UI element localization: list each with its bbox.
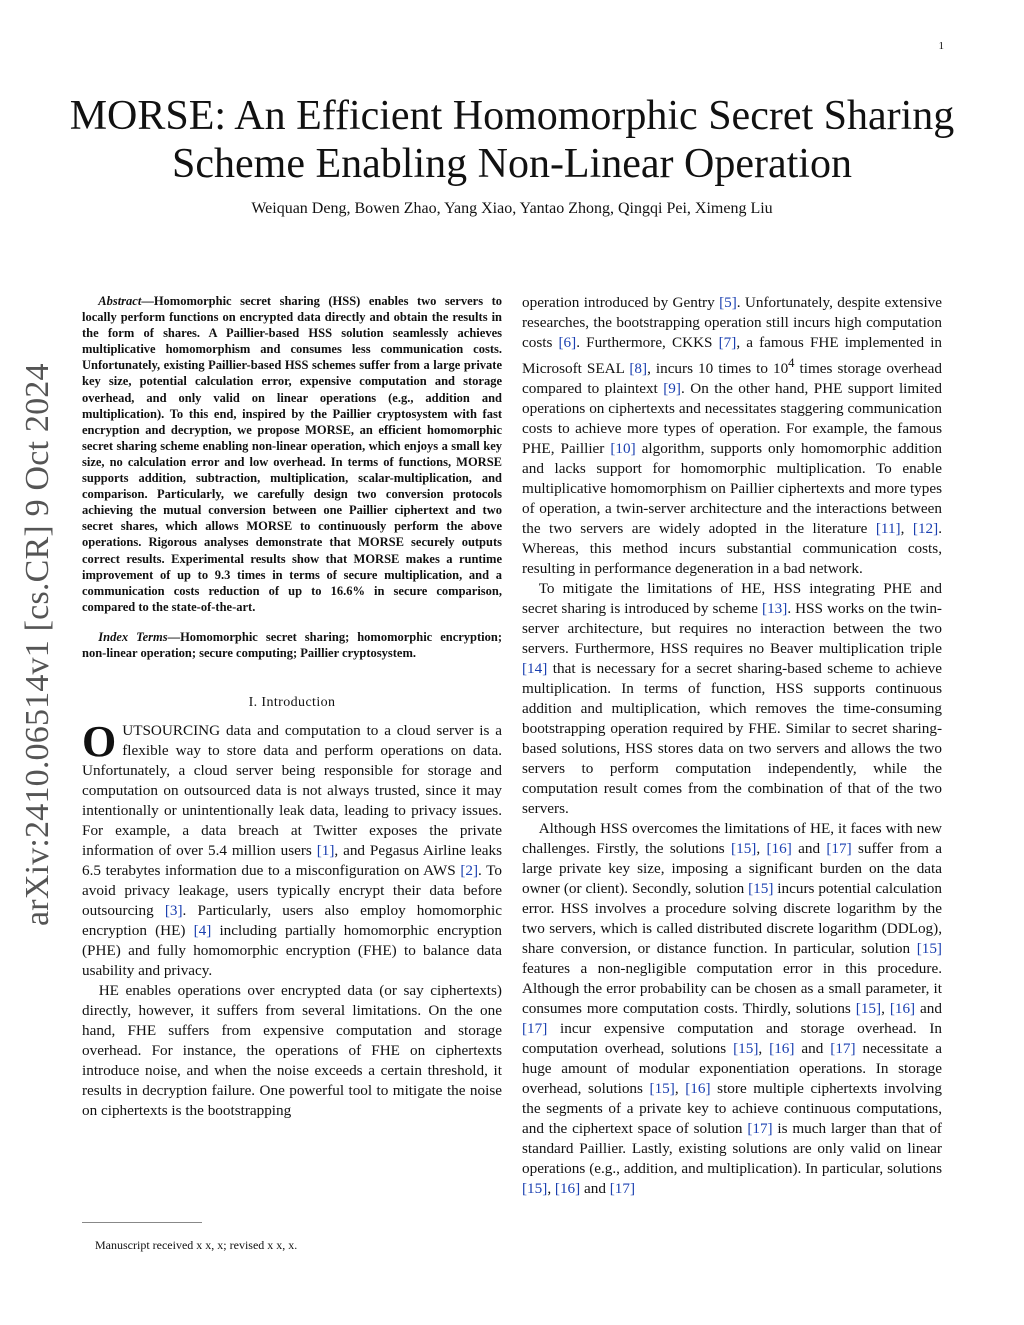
intro-paragraph-1 xyxy=(82,717,502,981)
text-run: Although HSS overcomes the limitations of HE, it faces with new challenges. Firstly, the solutions xyxy=(522,820,942,858)
citation-link[interactable]: [10] xyxy=(610,440,636,458)
citation-link[interactable]: [12] xyxy=(912,520,939,538)
text-run: algorithm, supports only homomorphic addition and lacks support for homomorphic multiplication. To enable multiplicative homomorphism on Paillier ciphertexts and more types of operation, a twin-server architecture and the interactions between the two servers are widely adopted in the literature xyxy=(522,440,942,538)
citation-link[interactable]: [16] xyxy=(554,1180,581,1198)
citation-link[interactable]: [13] xyxy=(762,600,788,618)
text-run: . HSS works on the twin-server architecture, but requires no interaction between the two servers. Furthermore, HSS requires no Beaver multiplication triple xyxy=(522,600,942,658)
abstract xyxy=(82,293,502,615)
abstract-body: —Homomorphic secret sharing (HSS) enables two servers to locally perform functions on encrypted data directly and obtain the results in the form of shares. A Paillier-based HSS solution seamlessly achieves multiplicative homomorphism and consumes less communication costs. Unfortunately, existing Paillier-based HSS schemes suffer from a large private key size, potential calculation error, expensive computation and storage overhead, and only valid on linear operations (e.g., addition and multiplication). To this end, inspired by the Paillier cryptosystem with fast encryption and decryption, we propose MORSE, an efficient homomorphic secret sharing scheme enabling non-linear operation, which enjoys a small key size, no calculation error and low overhead. In terms of functions, MORSE supports addition, subtraction, multiplication, scalar-multiplication, and comparison. Particularly, we carefully design two conversion protocols achieving the mutual conversion between one Paillier ciphertext and two secret shares, which allows MORSE to continuously perform the above operations. Rigorous analyses demonstrate that MORSE securely outputs correct results. Experimental results show that MORSE makes a runtime improvement of up to 9.3 times in terms of secure multiplication, and a communication costs reduction of up to 16.6% in secure comparison, compared to the state-of-the-art. xyxy=(82,294,502,614)
text-run: is much larger than that of standard Paillier. Lastly, existing solutions are only valid on linear operations (e.g., addition, and multiplication). In particular, solutions xyxy=(522,1120,942,1178)
citation-link[interactable]: [15] xyxy=(733,1040,759,1058)
text-run: and xyxy=(794,1040,831,1058)
citation-link[interactable]: [15] xyxy=(855,1000,882,1018)
citation-link[interactable]: [7] xyxy=(718,334,737,351)
citation-link[interactable]: [4] xyxy=(193,922,212,940)
text-run: including partially homomorphic encryption (PHE) and fully homomorphic encryption (FHE) to balance data usability and privacy. xyxy=(82,922,502,980)
text-run: . Unfortunately, despite extensive researches, the bootstrapping operation still incurs high computation costs xyxy=(522,294,942,351)
citation-link[interactable]: [16] xyxy=(769,1040,795,1058)
text-run: UTSOURCING data and computation to a cloud server is a flexible way to store data and perform operations on data. Unfortunately, a cloud server being responsible for storage and computation on outsourced data is not always trusted, since it may intentionally or unintentionally leak data, leading to privacy issues. For example, a data breach at Twitter exposes the private information of over 5.4 million users xyxy=(82,722,502,860)
text-run: incur expensive computation and storage overhead. In computation overhead, solutions xyxy=(522,1020,942,1058)
text-run: and xyxy=(915,1000,942,1018)
citation-link[interactable]: [16] xyxy=(685,1080,711,1098)
citation-link[interactable]: [15] xyxy=(748,880,774,898)
text-run: features a non-negligible computation error in this procedure. Although the error probability can be chosen as a small parameter, it consumes more computation costs. Thirdly, solutions xyxy=(522,960,942,1018)
page-number: 1 xyxy=(938,40,944,52)
citation-link[interactable]: [3] xyxy=(164,902,183,920)
citation-link[interactable]: [5] xyxy=(719,294,737,311)
citation-link[interactable]: [11] xyxy=(875,520,901,538)
text-run: and xyxy=(580,1180,610,1198)
abstract-label: Abstract xyxy=(98,294,142,308)
citation-link[interactable]: [17] xyxy=(747,1120,773,1138)
index-terms-label: Index Terms xyxy=(98,629,168,644)
citation-link[interactable]: [15] xyxy=(522,1180,548,1198)
citation-link[interactable]: [1] xyxy=(316,842,335,860)
footnote: Manuscript received x x, x; revised x x, x. xyxy=(95,1238,298,1252)
superscript: 4 xyxy=(788,356,795,370)
text-run: , xyxy=(758,1040,770,1058)
text-run: necessitate a huge amount of modular exponentiation operations. In storage overhead, solutions xyxy=(522,1040,943,1098)
text-run: times storage overhead compared to plaintext xyxy=(522,360,942,398)
citation-link[interactable]: [17] xyxy=(830,1040,856,1058)
left-column xyxy=(82,293,502,1121)
right-column xyxy=(522,293,942,1199)
text-run: operation introduced by Gentry xyxy=(522,294,720,311)
section-heading-introduction: I. Introduction xyxy=(248,695,336,711)
footnote-divider xyxy=(82,1222,202,1223)
drop-cap: O xyxy=(82,717,117,767)
text-run: . On the other hand, PHE support limited operations on ciphertexts and necessitates staggering communication costs to achieve more types of operation. For example, the famous PHE, Paillier xyxy=(522,380,942,458)
right-paragraph-2 xyxy=(522,579,942,819)
citation-link[interactable]: [8] xyxy=(629,360,648,378)
text-run: To mitigate the limitations of HE, HSS integrating PHE and secret sharing is introduced by scheme xyxy=(522,580,942,618)
citation-link[interactable]: [6] xyxy=(558,334,577,351)
citation-link[interactable]: [17] xyxy=(826,840,852,858)
citation-link[interactable]: [14] xyxy=(522,660,548,678)
paper-title xyxy=(60,92,964,188)
text-run: , and Pegasus Airline leaks 6.5 terabytes information due to a misconfiguration on AWS xyxy=(82,842,502,880)
text-run: . Whereas, this method incurs substantial communication costs, resulting in performance degeneration in a bad network. xyxy=(522,520,943,578)
text-run: , xyxy=(547,1180,555,1198)
index-terms xyxy=(82,629,502,661)
text-run: , xyxy=(674,1080,686,1098)
text-run: , xyxy=(881,1000,890,1018)
citation-link[interactable]: [15] xyxy=(916,940,942,958)
citation-link[interactable]: [2] xyxy=(460,862,479,880)
citation-link[interactable]: [16] xyxy=(889,1000,916,1018)
text-run: , xyxy=(900,520,913,538)
text-run: , a famous FHE implemented in Microsoft SEAL xyxy=(522,334,943,378)
index-terms-body: —Homomorphic secret sharing; homomorphic encryption; non-linear operation; secure computing; Paillier cryptosystem. xyxy=(82,629,502,660)
citation-link[interactable]: [16] xyxy=(766,840,792,858)
title-line-2: Scheme Enabling Non-Linear Operation xyxy=(172,141,852,187)
citation-link[interactable]: [15] xyxy=(731,840,757,858)
citation-link[interactable]: [9] xyxy=(663,380,681,398)
text-run: , xyxy=(756,840,767,858)
title-line-1: MORSE: An Efficient Homomorphic Secret Sharing xyxy=(69,93,955,139)
citation-link[interactable]: [17] xyxy=(522,1020,548,1038)
intro-paragraph-2: HE enables operations over encrypted data (or say ciphertexts) directly, however, it suffers from several limitations. On the one hand, FHE suffers from expensive computation and storage overhead. For instance, the operations of FHE on ciphertexts introduce noise, and when the noise exceeds a certain threshold, it results in decryption failure. One powerful tool to mitigate the noise on ciphertexts is the bootstrapping xyxy=(82,982,502,1120)
text-run: , incurs 10 times to 10 xyxy=(647,360,789,378)
text-run: . To avoid privacy leakage, users typically encrypt their data before outsourcing xyxy=(82,862,502,920)
text-run: store multiple ciphertexts involving the segments of a private key to achieve continuous computations, and the ciphertext space of solution xyxy=(522,1080,942,1138)
right-paragraph-3 xyxy=(522,819,942,1199)
text-run: suffer from a large private key size, imposing a significant burden on the data owner (or client). Secondly, solution xyxy=(522,840,943,898)
author-list: Weiquan Deng, Bowen Zhao, Yang Xiao, Yantao Zhong, Qingqi Pei, Ximeng Liu xyxy=(251,200,773,217)
citation-link[interactable]: [15] xyxy=(649,1080,675,1098)
text-run: . Particularly, users also employ homomorphic encryption (HE) xyxy=(82,902,502,940)
text-run: that is necessary for a secret sharing-based scheme to achieve multiplication. In terms of function, HSS supports continuous addition and multiplication, which removes the time-consuming bootstrapping operation required by FHE. Similar to secret sharing-based solutions, HSS stores data on two servers and allows the two servers to perform computation independently, while the computation result comes from the combination of that of the two servers. xyxy=(522,660,942,818)
citation-link[interactable]: [17] xyxy=(609,1180,636,1198)
right-paragraph-1 xyxy=(522,293,942,579)
text-run: . Furthermore, CKKS xyxy=(576,334,719,351)
arxiv-identifier[interactable]: arXiv:2410.06514v1 [cs.CR] 9 Oct 2024 xyxy=(19,363,56,926)
text-run: incurs potential calculation error. HSS involves a procedure solving discrete logarithm by the two servers, which is called distributed discrete logarithm (DDLog), share conversion, or distance function. In particular, solution xyxy=(522,880,942,958)
text-run: and xyxy=(791,840,827,858)
